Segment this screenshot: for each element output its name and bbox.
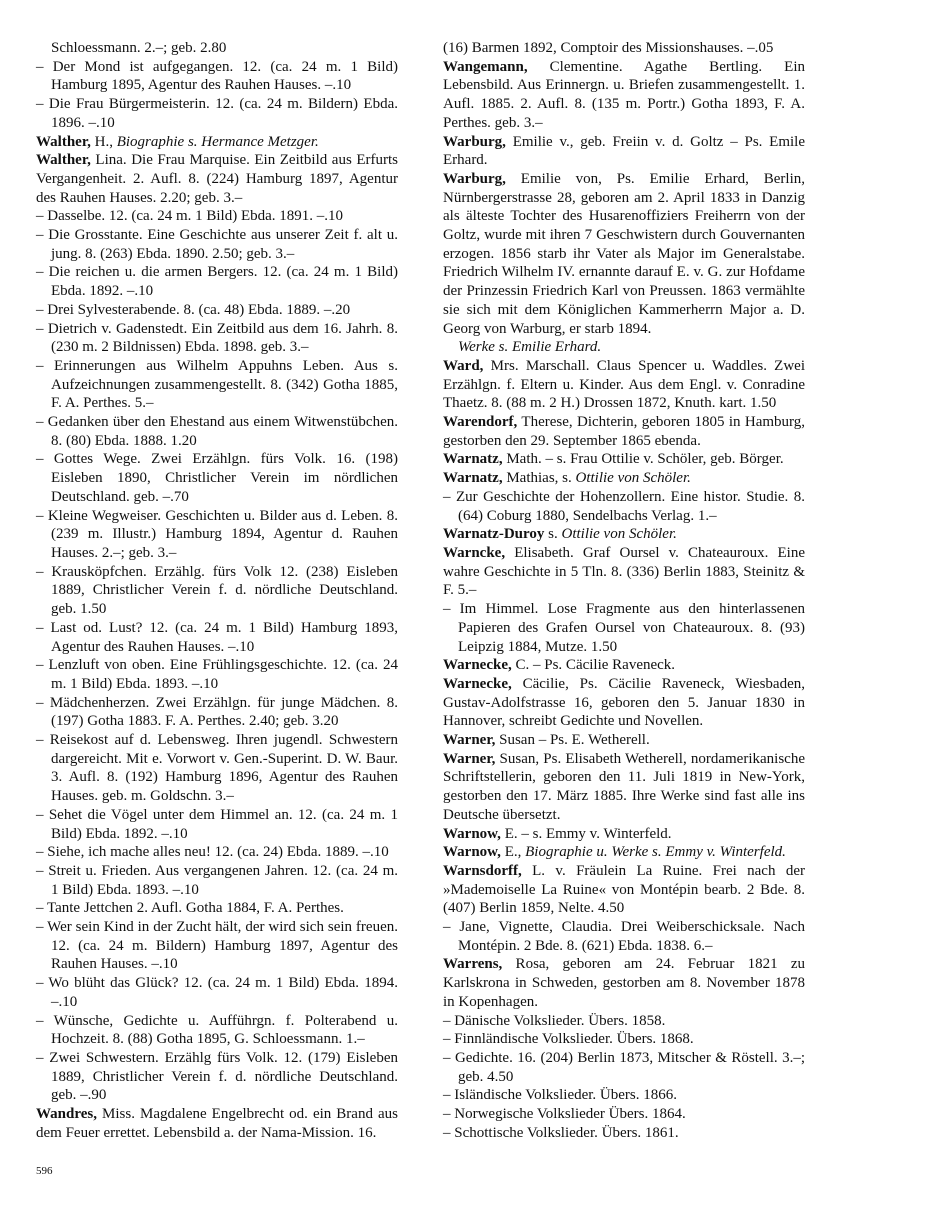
entry-text: E.,: [500, 844, 526, 861]
sub-entry: – Siehe, ich mache alles neu! 12. (ca. 24) Ebda. 1889. –.10: [36, 844, 389, 861]
dictionary-entry: [443, 656, 805, 675]
sub-entry: – Lenzluft von oben. Eine Frühlingsgeschichte. 12. (ca. 24 m. 1 Bild) Ebda. 1893. –.10: [36, 657, 398, 692]
entry-text: Emilie v., geb. Freiin v. d. Goltz – Ps. Emile Erhard.: [443, 133, 805, 169]
entry-text: Susan – Ps. E. Wetherell.: [495, 732, 650, 749]
dictionary-entry: [443, 413, 805, 450]
entry-headword: Wangemann,: [443, 58, 528, 75]
sub-entry: – Zwei Schwestern. Erzählg fürs Volk. 12. (179) Eisleben 1889, Christlicher Verein f. d. nördliche Deutschland. geb. –.90: [36, 1049, 398, 1104]
sub-entry: – Norwegische Volkslieder Übers. 1864.: [443, 1106, 686, 1123]
entry-headword: Wandres,: [36, 1106, 97, 1123]
entry-text: s.: [544, 526, 562, 543]
dictionary-entry: [443, 843, 805, 862]
entry-headword: Warnatz-Duroy: [443, 526, 545, 543]
dictionary-entry: [443, 825, 805, 844]
entry-headword: Warburg,: [443, 170, 506, 187]
entry-headword: Warner,: [443, 750, 496, 767]
entry-text: Mathias, s.: [502, 470, 576, 487]
entry-headword: Warnow,: [443, 825, 501, 842]
sub-entry: – Die Grosstante. Eine Geschichte aus unserer Zeit f. alt u. jung. 8. (263) Ebda. 1890. 2.50; geb. 3.–: [36, 227, 398, 262]
dictionary-entry: [443, 544, 805, 600]
entry-italic-text: Ottilie von Schöler.: [575, 470, 691, 487]
dictionary-entry: [36, 151, 398, 207]
entry-headword: Walther,: [36, 152, 91, 169]
dictionary-entry: [443, 469, 805, 488]
sub-entry: – Erinnerungen aus Wilhelm Appuhns Leben. Aus s. Aufzeichnungen zusammengestellt. 8. (342) Gotha 1885, F. A. Perthes. 5.–: [36, 357, 398, 412]
dictionary-entry: [443, 675, 805, 731]
entry-headword: Warnsdorff,: [443, 862, 522, 879]
entry-headword: Warrens,: [443, 956, 503, 973]
dictionary-entry: [443, 731, 805, 750]
sub-entry: – Gottes Wege. Zwei Erzählgn. fürs Volk. 16. (198) Eisleben 1890, Christlicher Verein im nördlichen Deutschland. geb. –.70: [36, 451, 398, 505]
sub-entry: – Finnländische Volkslieder. Übers. 1868.: [443, 1031, 694, 1048]
sub-entry: – Wer sein Kind in der Zucht hält, der wird sich sein freuen. 12. (ca. 24 m. Bildern) Hamburg 1897, Agentur des Rauhen Hauses. –.10: [36, 919, 398, 973]
sub-entry: – Jane, Vignette, Claudia. Drei Weiberschicksale. Nach Montépin. 2 Bde. 8. (621) Ebda. 1838. 6.–: [443, 919, 805, 954]
dictionary-entry: [443, 357, 805, 413]
sub-entry: – Tante Jettchen 2. Aufl. Gotha 1884, F. A. Perthes.: [36, 900, 344, 917]
sub-entry: – Im Himmel. Lose Fragmente aus den hinterlassenen Papieren des Grafen Oursel von Chateauroux. 8. (93) Leipzig 1884, Mutze. 1.50: [443, 601, 805, 655]
works-reference: Werke s. Emilie Erhard.: [458, 339, 602, 356]
entry-text: Miss. Magdalene Engelbrecht od. ein Brand aus dem Feuer errettet. Lebensbild a. der Nama-Mission. 16.: [36, 1106, 398, 1141]
entry-text: Therese, Dichterin, geboren 1805 in Hamburg, gestorben den 29. September 1865 ebenda.: [443, 414, 805, 449]
dictionary-entry: [443, 750, 805, 825]
sub-entry: – Dasselbe. 12. (ca. 24 m. 1 Bild) Ebda. 1891. –.10: [36, 208, 344, 225]
entry-headword: Warnow,: [443, 844, 501, 861]
entry-headword: Warner,: [443, 732, 496, 749]
dictionary-entry: [443, 58, 805, 133]
sub-entry: – Der Mond ist aufgegangen. 12. (ca. 24 m. 1 Bild) Hamburg 1895, Agentur des Rauhen Hauses. –.10: [36, 58, 398, 94]
sub-entry: – Drei Sylvesterabende. 8. (ca. 48) Ebda. 1889. –.20: [36, 301, 351, 318]
entry-headword: Warnecke,: [443, 657, 512, 674]
entry-text: Susan, Ps. Elisabeth Wetherell, nordamerikanische Schriftstellerin, geboren den 11. Juli 1819 in New-York, gestorben den 17. März 1885. Ihre Werke sind fast alle ins Deutsche übersetzt.: [443, 750, 805, 823]
entry-headword: Walther,: [36, 133, 91, 150]
entry-text: (16) Barmen 1892, Comptoir des Missionshauses. –.05: [443, 40, 774, 56]
dictionary-entry: [443, 862, 805, 918]
sub-entry: – Streit u. Frieden. Aus vergangenen Jahren. 12. (ca. 24 m. 1 Bild) Ebda. 1893. –.10: [36, 862, 398, 898]
dictionary-entry: [443, 39, 805, 58]
entry-headword: Warendorf,: [443, 414, 518, 431]
sub-entry: – Wo blüht das Glück? 12. (ca. 24 m. 1 Bild) Ebda. 1894. –.10: [36, 975, 398, 1010]
sub-entry: – Krausköpfchen. Erzählg. fürs Volk 12. (238) Eisleben 1889, Christlicher Verein f. d. nördliche Deutschland. geb. 1.50: [36, 563, 398, 618]
entry-headword: Warnatz,: [443, 451, 503, 468]
sub-entry: – Dänische Volkslieder. Übers. 1858.: [443, 1012, 666, 1029]
entry-headword: Warnecke,: [443, 675, 512, 692]
dictionary-entry: [36, 133, 398, 152]
dictionary-entry: [443, 133, 805, 170]
left-column: [36, 39, 398, 1142]
sub-entry: – Mädchenherzen. Zwei Erzählgn. für junge Mädchen. 8. (197) Gotha 1883. F. A. Perthes. 2.40; geb. 3.20: [36, 694, 398, 730]
entry-italic-text: Ottilie von Schöler.: [561, 526, 677, 543]
sub-entry: – Die Frau Bürgermeisterin. 12. (ca. 24 m. Bildern) Ebda. 1896. –.10: [36, 96, 398, 131]
entry-text: Elisabeth. Graf Oursel v. Chateauroux. Eine wahre Geschichte in 5 Tln. 8. (336) Berlin 1883, Steinitz & F. 5.–: [443, 544, 805, 599]
entry-text: L. v. Fräulein La Ruine. Frei nach der »Mademoiselle La Ruine« von Montépin bearb. 2 Bde. 8. (407) Berlin 1859, Nelte. 4.50: [443, 862, 805, 917]
sub-entry: – Gedichte. 16. (204) Berlin 1873, Mitscher & Röstell. 3.–; geb. 4.50: [443, 1049, 805, 1085]
sub-entry: – Dietrich v. Gadenstedt. Ein Zeitbild aus dem 16. Jahrh. 8. (230 m. 2 Bildnissen) Ebda. 1898. geb. 3.–: [36, 320, 398, 356]
sub-entry: – Wünsche, Gedichte u. Aufführgn. f. Polterabend u. Hochzeit. 8. (88) Gotha 1895, G. Schloessmann. 1.–: [36, 1012, 398, 1048]
entry-text: Clementine. Agathe Bertling. Ein Lebensbild. Aus Erinnergn. u. Briefen zusammengestellt. 1. Aufl. 1885. 2. Aufl. 8. (135 m. Portr.) Gotha 1893, F. A. Perthes. geb. 3.–: [443, 58, 805, 131]
entry-text: Lina. Die Frau Marquise. Ein Zeitbild aus Erfurts Vergangenheit. 2. Aufl. 8. (224) Hamburg 1897, Agentur des Rauhen Hauses. 2.20; geb. 3.–: [36, 152, 398, 206]
entry-headword: Warnatz,: [443, 470, 503, 487]
sub-entry: – Gedanken über den Ehestand aus einem Witwenstübchen. 8. (80) Ebda. 1888. 1.20: [36, 414, 398, 449]
dictionary-entry: [443, 955, 805, 1011]
dictionary-entry: [443, 170, 805, 338]
sub-entry: – Schottische Volkslieder. Übers. 1861.: [443, 1124, 679, 1141]
dictionary-entry: [443, 525, 805, 544]
entry-headword: Warburg,: [443, 133, 506, 150]
sub-entry: – Kleine Wegweiser. Geschichten u. Bilder aus d. Leben. 8. (239 m. Illustr.) Hamburg 1894, Agentur d. Rauhen Hauses. 2.–; geb. 3.–: [36, 507, 398, 561]
dictionary-entry: [443, 450, 805, 469]
entry-italic-text: Biographie u. Werke s. Emmy v. Winterfeld.: [525, 844, 786, 861]
entry-headword: Ward,: [443, 357, 484, 374]
sub-entry: – Reisekost auf d. Lebensweg. Ihren jugendl. Schwestern dargereicht. Mit e. Vorwort v. Gen.-Superint. D. W. Baur. 3. Aufl. 8. (192) Hamburg 1896, Agentur des Rauhen Hauses. geb. m. Goldschn. 3.–: [36, 732, 398, 805]
entry-headword: Warncke,: [443, 544, 506, 561]
entry-text: Emilie von, Ps. Emilie Erhard, Berlin, Nürnbergerstrasse 28, geboren am 2. April 1833 in Danzig als älteste Tochter des Husarenoffiziers Freiherrn von der Goltz, wurde mit ihren 7 Geschwistern durch Gouvernanten erzogen. 1856 starb ihr Vater als Major im Generalstabe. Friedrich Wilhelm IV. ernannte darauf E. v. G. zur Hofdame der Prinzessin Friedrich Karl von Preussen. 1863 vermählte sie sich mit dem Königlichen Kammerherrn Major a. D. Georg von Warburg, er starb 1894.: [443, 170, 805, 337]
sub-entry: – Zur Geschichte der Hohenzollern. Eine histor. Studie. 8. (64) Coburg 1880, Sendelbachs Verlag. 1.–: [443, 488, 805, 524]
entry-text: E. – s. Emmy v. Winterfeld.: [500, 825, 672, 842]
entry-text: C. – Ps. Cäcilie Raveneck.: [511, 657, 676, 674]
sub-entry: – Sehet die Vögel unter dem Himmel an. 12. (ca. 24 m. 1 Bild) Ebda. 1892. –.10: [36, 806, 398, 842]
sub-entry: – Isländische Volkslieder. Übers. 1866.: [443, 1087, 678, 1104]
sub-entry: – Last od. Lust? 12. (ca. 24 m. 1 Bild) Hamburg 1893, Agentur des Rauhen Hauses. –.10: [36, 619, 398, 655]
entry-text: Mrs. Marschall. Claus Spencer u. Waddles. Zwei Erzählgn. f. Eltern u. Kinder. Aus dem Engl. v. Conradine Thaetz. 8. (88 m. 2 H.) Drossen 1872, Knuth. kart. 1.50: [443, 357, 805, 412]
sub-entry: – Die reichen u. die armen Bergers. 12. (ca. 24 m. 1 Bild) Ebda. 1892. –.10: [36, 264, 398, 300]
entry-text: Cäcilie, Ps. Cäcilie Raveneck, Wiesbaden, Gustav-Adolfstrasse 16, geboren den 5. Januar 1830 in Hannover, schreibt Gedichte und Novellen.: [443, 675, 805, 730]
continuation-line: Schloessmann. 2.–; geb. 2.80: [51, 40, 227, 56]
right-column: [443, 39, 805, 1142]
entry-text: H.,: [90, 133, 117, 150]
page-number: 596: [36, 1165, 53, 1177]
entry-text: Rosa, geboren am 24. Februar 1821 zu Karlskrona in Schweden, gestorben am 8. November 1878 in Kopenhagen.: [443, 956, 805, 1010]
dictionary-entry: [36, 1105, 398, 1142]
entry-text: Math. – s. Frau Ottilie v. Schöler, geb. Börger.: [502, 451, 784, 468]
entry-italic-text: Biographie s. Hermance Metzger.: [116, 133, 319, 150]
